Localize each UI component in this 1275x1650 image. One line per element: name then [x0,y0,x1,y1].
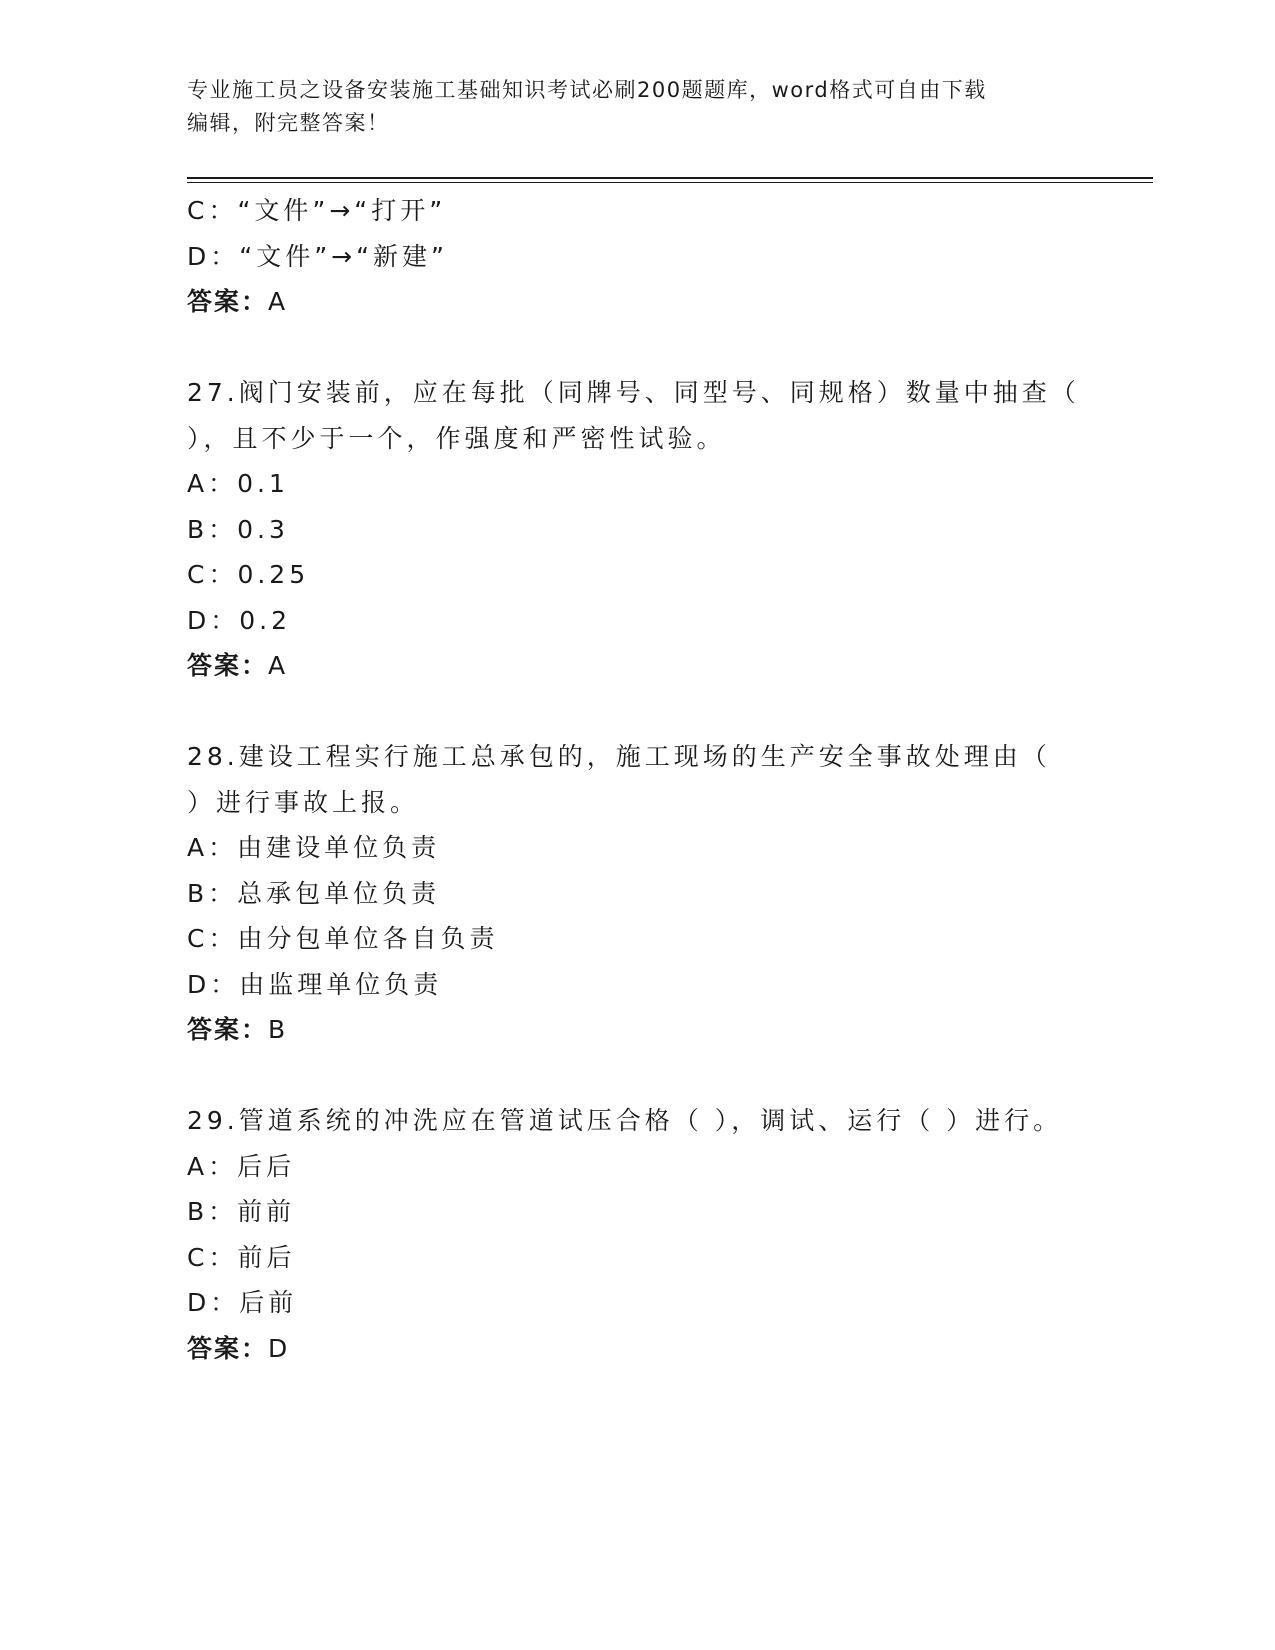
option-c: C：0.25 [187,560,310,589]
header-line-2: 编辑，附完整答案！ [187,111,390,135]
answer-label: 答案： [187,287,269,316]
option-c: C：由分包单位各自负责 [187,924,499,953]
header-rule-thin [187,182,1153,183]
header-rule-thick [187,177,1153,179]
option-c: C：前后 [187,1242,296,1272]
document-header [187,74,1067,140]
option-a: A：0.1 [187,469,289,498]
question-list [187,188,1087,1371]
question-text-line-2: ），且不少于一个，作强度和严密性试验。 [187,423,726,453]
answer-label: 答案： [187,1015,269,1044]
question-26-tail [187,188,1087,325]
option-d: D：“文件”→“新建” [187,241,449,271]
question-text-line-1: 29.管道系统的冲洗应在管道试压合格（ ），调试、运行（ ）进行。 [187,1106,1063,1135]
answer-value: B [268,1015,288,1044]
option-b: B：总承包单位负责 [187,878,441,908]
answer-label: 答案： [187,651,269,680]
header-line-1: 专业施工员之设备安装施工基础知识考试必刷200题题库，word格式可自由下载 [187,78,987,102]
question-text-line-1: 28.建设工程实行施工总承包的，施工现场的生产安全事故处理由（ [187,742,1051,771]
answer-line [187,1007,1087,1053]
answer-value: A [268,651,288,680]
answer-value: D [268,1333,290,1363]
option-d: D：由监理单位负责 [187,969,443,999]
question-28 [187,734,1087,1053]
option-d: D：后前 [187,1288,298,1317]
answer-label: 答案： [187,1333,269,1363]
question-text-line-2: ）进行事故上报。 [187,787,420,817]
answer-line [187,279,1087,325]
spacer [187,1053,1087,1099]
option-c: C：“文件”→“打开” [187,196,447,225]
question-text-line-1: 27.阀门安装前，应在每批（同牌号、同型号、同规格）数量中抽查（ [187,378,1080,407]
answer-line [187,643,1087,689]
option-d: D：0.2 [187,605,292,635]
option-b: B：0.3 [187,514,289,544]
answer-line [187,1326,1087,1372]
option-a: A：后后 [187,1151,296,1181]
spacer [187,325,1087,371]
question-27 [187,370,1087,689]
option-a: A：由建设单位负责 [187,833,441,862]
option-b: B：前前 [187,1197,296,1226]
spacer [187,689,1087,735]
question-29 [187,1098,1087,1371]
answer-value: A [268,287,288,316]
